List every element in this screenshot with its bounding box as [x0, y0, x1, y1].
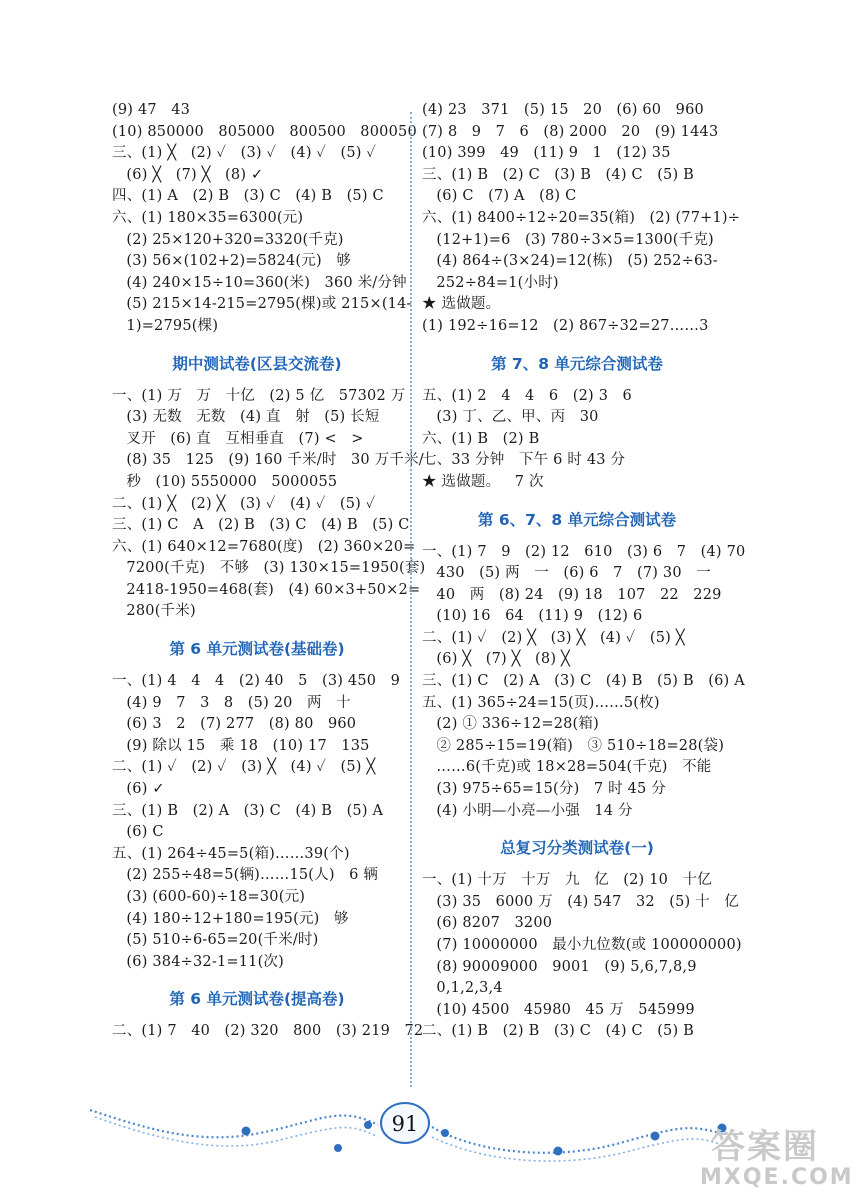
- answer-line: (4) 180÷12+180=195(元) 够: [112, 910, 349, 927]
- answer-line: ★ 选做题。: [422, 296, 501, 313]
- answer-line: (6) ✓: [112, 781, 165, 798]
- answer-line: (8) 35 125 (9) 160 千米/时 30 万千米/: [112, 452, 424, 469]
- answer-line: 六、(1) 640×12=7680(度) (2) 360×20=: [112, 538, 416, 555]
- left-answer-column: [112, 100, 426, 1043]
- answer-line: 2418-1950=468(套) (4) 60×3+50×2=: [112, 581, 421, 598]
- answer-line: (6) 8207 3200: [422, 915, 553, 932]
- section-heading: 第 6 单元测试卷(基础卷): [169, 640, 345, 659]
- watermark-logo: [700, 1127, 854, 1194]
- answer-line: (6) 384÷32-1=11(次): [112, 953, 284, 970]
- answer-line: (10) 850000 805000 800500 800050: [112, 123, 417, 140]
- answer-line: (9) 47 43: [112, 102, 191, 118]
- page-number: 91: [391, 1112, 419, 1136]
- answer-line: (3) 丁、乙、甲、丙 30: [422, 409, 599, 426]
- answer-line: (4) 小明—小亮—小强 14 分: [422, 802, 633, 819]
- answer-line: 一、(1) 万 万 十亿 (2) 5 亿 57302 万: [112, 387, 406, 404]
- answer-line: (3) 56×(102+2)=5824(元) 够: [112, 253, 351, 270]
- answer-line: 一、(1) 4 4 4 (2) 40 5 (3) 450 9: [112, 673, 401, 690]
- answer-line: ★ 选做题。 7 次: [422, 473, 544, 490]
- answer-line: (2) ① 336÷12=28(箱): [422, 716, 599, 733]
- answer-line: 六、(1) 180×35=6300(元): [112, 209, 304, 226]
- answer-line: (2) 25×120+320=3320(千克): [112, 231, 344, 248]
- section-heading: 第 7、8 单元综合测试卷: [491, 354, 663, 373]
- section-heading: 期中测试卷(区县交流卷): [172, 354, 342, 373]
- answer-line: (5) 510÷6-65=20(千米/时): [112, 932, 319, 949]
- answer-line: 三、(1) C A (2) B (3) C (4) B (5) C: [112, 517, 410, 534]
- section-heading: 第 6、7、8 单元综合测试卷: [477, 510, 677, 529]
- answer-line: 五、(1) 2 4 4 6 (2) 3 6: [422, 387, 632, 404]
- answer-line: 五、(1) 264÷45=5(箱)……39(个): [112, 845, 350, 862]
- answer-line: 二、(1) B (2) B (3) C (4) C (5) B: [422, 1023, 695, 1040]
- answer-line: 430 (5) 两 一 (6) 6 7 (7) 30 一: [422, 565, 711, 582]
- answer-line: 280(千米): [112, 603, 196, 620]
- answer-line: (12+1)=6 (3) 780÷3×5=1300(千克): [422, 231, 714, 248]
- answer-line: 秒 (10) 5550000 5000055: [112, 473, 338, 490]
- answer-line: 五、(1) 365÷24=15(页)……5(枚): [422, 694, 660, 711]
- answer-line: (6) ╳ (7) ╳ (8) ✓: [112, 166, 264, 183]
- answer-line: (4) 240×15÷10=360(米) 360 米/分钟: [112, 274, 407, 291]
- section-heading: 总复习分类测试卷(一): [500, 839, 654, 858]
- answer-line: (6) ╳ (7) ╳ (8) ╳: [422, 651, 570, 668]
- answer-line: 一、(1) 7 9 (2) 12 610 (3) 6 7 (4) 70: [422, 543, 746, 560]
- answer-line: 一、(1) 十万 十万 九 亿 (2) 10 十亿: [422, 872, 712, 889]
- answer-line: 三、(1) C (2) A (3) C (4) B (5) B (6) A: [422, 673, 745, 690]
- answer-line: (5) 215×14-215=2795(棵)或 215×(14-: [112, 296, 412, 313]
- right-answer-column: [422, 100, 746, 1043]
- answer-line: (9) 除以 15 乘 18 (10) 17 135: [112, 737, 370, 754]
- answer-line: 7200(千克) 不够 (3) 130×15=1950(套): [112, 560, 426, 577]
- answer-line: 三、(1) B (2) A (3) C (4) B (5) A: [112, 802, 384, 819]
- answer-line: (6) C (7) A (8) C: [422, 188, 577, 205]
- answer-line: (7) 8 9 7 6 (8) 2000 20 (9) 1443: [422, 123, 719, 140]
- answer-line: 叉开 (6) 直 互相垂直 (7) < >: [112, 430, 364, 447]
- answer-line: 六、(1) B (2) B: [422, 430, 540, 447]
- answer-line: 0,1,2,3,4: [422, 980, 503, 997]
- answer-line: 252÷84=1(小时): [422, 274, 559, 291]
- answer-line: (3) 975÷65=15(分) 7 时 45 分: [422, 781, 666, 798]
- answer-line: ……6(千克)或 18×28=504(千克) 不能: [422, 759, 712, 776]
- answer-line: 二、(1) ╳ (2) ╳ (3) ✓ (4) ✓ (5) ✓: [112, 495, 376, 512]
- watermark-top-text: 答案圈: [711, 1127, 819, 1167]
- answer-line: 二、(1) ✓ (2) ╳ (3) ╳ (4) ✓ (5) ╳: [422, 629, 685, 646]
- answer-line: 1)=2795(棵): [112, 317, 219, 334]
- answer-line: (10) 16 64 (11) 9 (12) 6: [422, 608, 643, 625]
- answer-line: (4) 864÷(3×24)=12(栋) (5) 252÷63-: [422, 253, 718, 270]
- answer-line: 40 两 (8) 24 (9) 18 107 22 229: [422, 586, 722, 603]
- answer-line: 三、(1) ╳ (2) ✓ (3) ✓ (4) ✓ (5) ✓: [112, 145, 376, 162]
- answer-line: (3) (600-60)÷18=30(元): [112, 889, 306, 905]
- answer-line: (4) 23 371 (5) 15 20 (6) 60 960: [422, 102, 704, 118]
- answer-line: 二、(1) ✓ (2) ✓ (3) ╳ (4) ✓ (5) ╳: [112, 759, 376, 776]
- answer-line: 七、33 分钟 下午 6 时 43 分: [422, 452, 626, 469]
- section-heading: 第 6 单元测试卷(提高卷): [169, 990, 345, 1009]
- answer-line: (1) 192÷16=12 (2) 867÷32=27……3: [422, 317, 709, 334]
- answer-line: (10) 399 49 (11) 9 1 (12) 35: [422, 145, 671, 162]
- answer-line: (4) 9 7 3 8 (5) 20 两 十: [112, 694, 351, 711]
- answer-line: (7) 10000000 最小九位数(或 100000000): [422, 937, 742, 953]
- answer-line: (6) 3 2 (7) 277 (8) 80 960: [112, 716, 357, 733]
- answer-line: (2) 255÷48=5(辆)……15(人) 6 辆: [112, 867, 379, 884]
- watermark-bottom-text: MXQE.COM: [700, 1165, 854, 1190]
- answer-line: (3) 无数 无数 (4) 直 射 (5) 长短: [112, 409, 380, 426]
- answer-line: 六、(1) 8400÷12÷20=35(箱) (2) (77+1)÷: [422, 209, 741, 226]
- answer-line: 四、(1) A (2) B (3) C (4) B (5) C: [112, 188, 384, 205]
- answer-line: (6) C: [112, 824, 164, 841]
- answer-line: 二、(1) 7 40 (2) 320 800 (3) 219 72: [112, 1023, 424, 1040]
- answer-line: 三、(1) B (2) C (3) B (4) C (5) B: [422, 166, 695, 183]
- answer-line: (3) 35 6000 万 (4) 547 32 (5) 十 亿: [422, 893, 739, 910]
- answer-line: (8) 90009000 9001 (9) 5,6,7,8,9: [422, 958, 697, 975]
- column-divider: [410, 112, 412, 1087]
- answer-line: ② 285÷15=19(箱) ③ 510÷18=28(袋): [422, 737, 725, 754]
- answer-line: (10) 4500 45980 45 万 545999: [422, 1001, 695, 1018]
